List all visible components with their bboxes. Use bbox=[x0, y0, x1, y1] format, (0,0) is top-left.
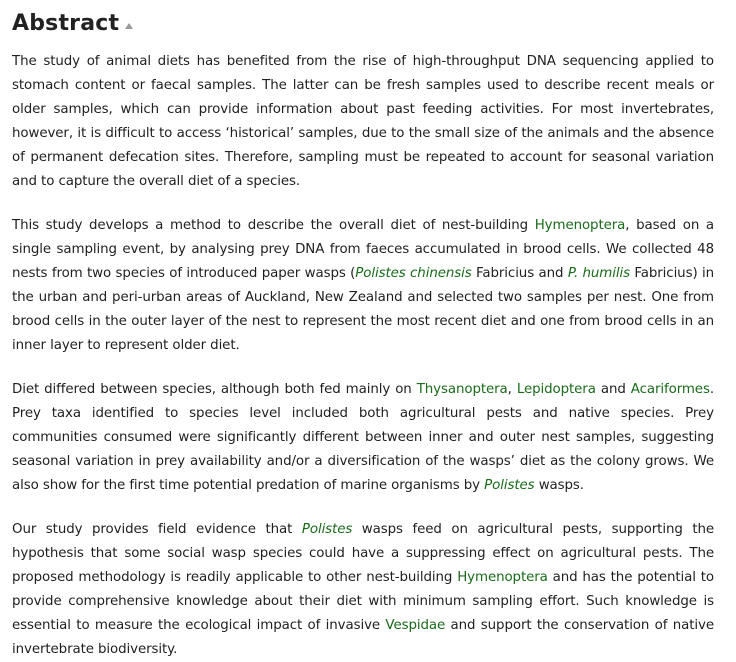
paragraph-text: wasps. bbox=[534, 478, 584, 493]
taxon-link[interactable]: Lepidoptera bbox=[516, 382, 596, 397]
abstract-header bbox=[12, 6, 714, 40]
taxon-link[interactable]: Polistes bbox=[301, 522, 353, 537]
section-title: Abstract bbox=[12, 10, 120, 36]
taxon-link[interactable]: Polistes chinensis bbox=[355, 266, 472, 281]
abstract-paragraph-2 bbox=[12, 214, 714, 358]
taxon-link[interactable]: Thysanoptera bbox=[416, 382, 508, 397]
paragraph-text: and bbox=[595, 382, 631, 397]
taxon-link[interactable]: Polistes bbox=[484, 478, 535, 493]
abstract-body bbox=[12, 50, 714, 662]
paragraph-text: , bbox=[507, 382, 517, 397]
taxon-link[interactable]: Acariformes bbox=[630, 382, 710, 397]
paragraph-text: This study develops a method to describe the overall diet of nest-building bbox=[12, 218, 535, 233]
taxon-link[interactable]: Vespidae bbox=[385, 618, 446, 633]
taxon-link[interactable]: P. humilis bbox=[567, 266, 630, 281]
abstract-paragraph-4 bbox=[12, 518, 714, 662]
paragraph-text: Our study provides field evidence that bbox=[12, 522, 302, 537]
paragraph-text: . Prey taxa identified to species level included both agricultural pests and native species. Prey communities consumed were significantly different between inner and outer nest samples, suggesting seasonal variation in prey availability and/or a diversification of the wasps’ diet as the colony grows. We also show for the first time potential predation of marine organisms by bbox=[12, 382, 714, 493]
abstract-paragraph-3 bbox=[12, 378, 714, 498]
paragraph-text: and has the potential to provide comprehensive knowledge about their diet with minimum sampling effort. Such knowledge is essential to measure the ecological impact of invasive bbox=[12, 570, 714, 633]
paragraph-text: Fabricius) in the urban and peri-urban areas of Auckland, New Zealand and selected two samples per nest. One from brood cells in the outer layer of the nest to represent the most recent diet and one from brood cells in an inner layer to represent older diet. bbox=[12, 266, 714, 353]
abstract-paragraph-1 bbox=[12, 50, 714, 194]
paragraph-text: , based on a single sampling event, by analysing prey DNA from faeces accumulated in brood cells. We collected 48 nests from two species of introduced paper wasps ( bbox=[12, 218, 714, 281]
paragraph-text: and support the conservation of native invertebrate biodiversity. bbox=[12, 618, 714, 657]
taxon-link[interactable]: Hymenoptera bbox=[457, 570, 548, 585]
caret-up-icon[interactable] bbox=[125, 23, 133, 29]
paragraph-text: wasps feed on agricultural pests, supporting the hypothesis that some social wasp species could have a suppressing effect on agricultural pests. The proposed methodology is readily applicable to other nest-building bbox=[12, 522, 714, 585]
taxon-link[interactable]: Hymenoptera bbox=[534, 218, 626, 233]
paragraph-text: Diet differed between species, although both fed mainly on bbox=[12, 382, 417, 397]
paragraph-text: Fabricius and bbox=[471, 266, 568, 281]
paragraph-text: The study of animal diets has benefited from the rise of high-throughput DNA sequencing applied to stomach content or faecal samples. The latter can be fresh samples used to describe recent meals or older samples, which can provide information about past feeding activities. For most invertebrates, however, it is difficult to access ‘historical’ samples, due to the small size of the animals and the absence of permanent defecation sites. Therefore, sampling must be repeated to account for seasonal variation and to capture the overall diet of a species. bbox=[12, 54, 714, 189]
